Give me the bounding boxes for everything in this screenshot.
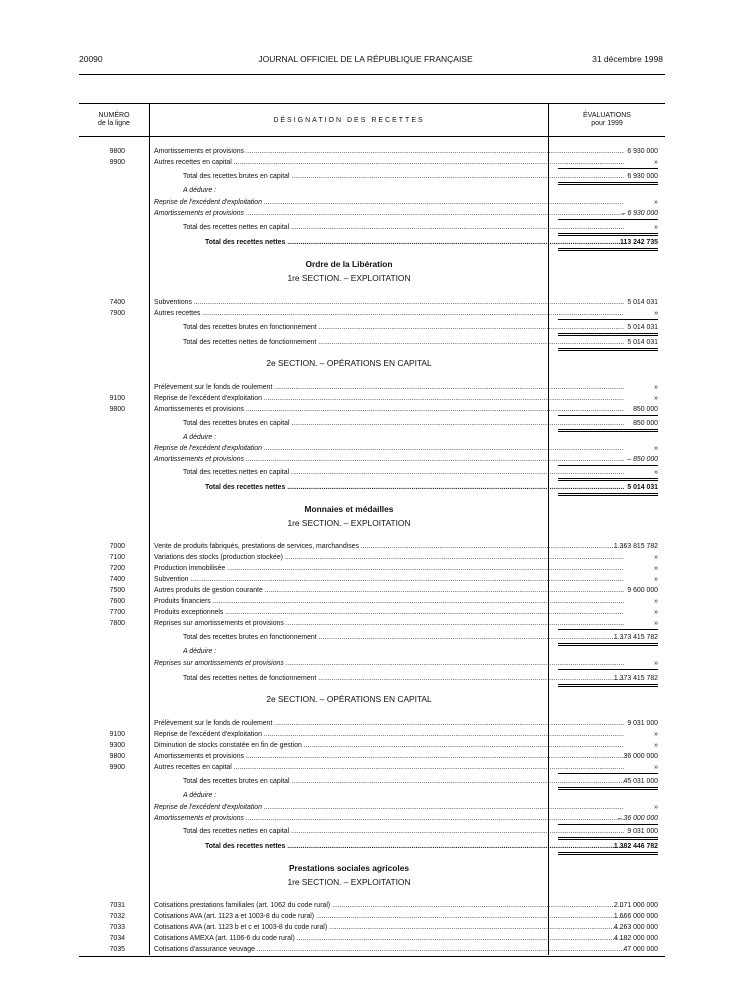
row-label: Total des recettes brutes en fonctionnement ..... — [183, 322, 624, 333]
line-number: 7031 — [109, 902, 125, 909]
row-label: Subvention ..... — [154, 574, 624, 585]
row-label: Amortissements et provisions ..... — [154, 146, 624, 157]
row-value: » — [654, 804, 658, 811]
row-label: Cotisations AMEXA (art. 1106-6 du code rural) ..... — [154, 933, 624, 944]
table-row-grand-total — [79, 237, 665, 249]
line-number: 9100 — [109, 731, 125, 738]
row-value: » — [654, 384, 658, 391]
section-title: Prestations sociales agricoles — [288, 863, 410, 873]
line-number: 9900 — [109, 764, 125, 771]
table-row — [79, 646, 665, 658]
row-label: Reprise de l'excédent d'exploitation ..... — [154, 443, 624, 454]
row-value: 1 363 815 782 — [613, 543, 658, 550]
table-row-total — [79, 632, 665, 644]
line-number: 7034 — [109, 935, 125, 942]
row-label: Diminution de stocks constatée en fin de gestion ..... — [154, 740, 624, 751]
line-number: 7032 — [109, 913, 125, 920]
row-value: » — [558, 618, 658, 630]
row-label: Autres recettes en capital ..... — [154, 157, 624, 168]
row-value: » — [654, 742, 658, 749]
row-label: Total des recettes nettes en capital ..... — [183, 826, 624, 837]
row-value: » — [654, 395, 658, 402]
row-label: A déduire : — [183, 648, 217, 655]
column-header-evaluations-line1: ÉVALUATIONS — [583, 112, 631, 119]
row-value: 850 000 — [558, 418, 658, 432]
row-label: Vente de produits fabriqués, prestations de services, marchandises ..... — [154, 541, 624, 552]
row-value: 45 031 000 — [558, 776, 658, 790]
row-label: A déduire : — [183, 792, 217, 799]
row-value: » — [654, 576, 658, 583]
section-title: Ordre de la Libération — [305, 259, 393, 269]
table-row-total — [79, 776, 665, 788]
table-row — [79, 944, 665, 956]
column-header-evaluations-line2: pour 1999 — [591, 120, 623, 127]
section-title: Monnaies et médailles — [304, 504, 394, 514]
line-number: 9800 — [109, 406, 125, 413]
row-value: » — [654, 731, 658, 738]
page-number: 20090 — [79, 54, 103, 64]
row-label: Total des recettes brutes en capital ..... — [183, 418, 624, 429]
row-value: 5 014 031 — [558, 482, 658, 496]
column-header-number — [79, 112, 149, 128]
row-value: 9 031 000 — [627, 720, 658, 727]
section-subtitle: 1re SECTION. – EXPLOITATION — [287, 877, 411, 887]
row-label: Produits exceptionnels ..... — [154, 607, 624, 618]
row-value: 6 930 000 — [627, 148, 658, 155]
row-value: » — [654, 565, 658, 572]
table-row — [79, 308, 665, 320]
row-label: Autres produits de gestion courante ..... — [154, 585, 624, 596]
row-label: Amortissements et provisions ..... — [154, 751, 624, 762]
row-label: Total des recettes nettes de fonctionnement ..... — [183, 673, 624, 684]
table-row-total — [79, 222, 665, 234]
section-subtitle: 2e SECTION. – OPÉRATIONS EN CAPITAL — [266, 358, 432, 368]
row-value: » — [558, 467, 658, 481]
table-row — [79, 813, 665, 825]
row-value: 5 014 031 — [627, 299, 658, 306]
row-value: 9 600 000 — [627, 587, 658, 594]
table-row — [79, 404, 665, 416]
row-label: Amortissements et provisions ..... — [154, 404, 624, 415]
table-row — [79, 157, 665, 169]
row-label: Cotisations prestations familiales (art. 1062 du code rural) ..... — [154, 900, 624, 911]
row-label: Prélèvement sur le fonds de roulement ..... — [154, 718, 624, 729]
row-value: – 36 000 000 — [558, 813, 658, 825]
table-row — [79, 658, 665, 670]
table-row — [79, 790, 665, 802]
row-label: Total des recettes brutes en capital ..... — [183, 171, 624, 182]
row-value: » — [558, 222, 658, 236]
row-label: Subventions ..... — [154, 297, 624, 308]
row-label: Reprise de l'excédent d'exploitation ..... — [154, 729, 624, 740]
row-value: » — [558, 658, 658, 670]
table-header-rule — [79, 136, 665, 137]
row-label: Reprise de l'excédent d'exploitation ..... — [154, 802, 624, 813]
row-value: » — [558, 157, 658, 169]
table-row-total — [79, 418, 665, 430]
row-value: 5 014 031 — [558, 337, 658, 351]
row-value: 6 930 000 — [558, 171, 658, 185]
line-number: 7700 — [109, 609, 125, 616]
column-header-evaluations — [549, 112, 665, 128]
row-value: » — [654, 598, 658, 605]
header-rule — [79, 74, 665, 75]
row-value: 1 382 446 782 — [558, 841, 658, 855]
row-label: Reprises sur amortissements et provisions ..... — [154, 618, 624, 629]
row-label: Total des recettes nettes de fonctionnement ..... — [183, 337, 624, 348]
row-label: A déduire : — [183, 434, 217, 441]
line-number: 9800 — [109, 753, 125, 760]
row-label: Total des recettes brutes en fonctionnement ..... — [183, 632, 624, 643]
line-number: 7500 — [109, 587, 125, 594]
row-label: Cotisations d'assurance veuvage ..... — [154, 944, 624, 955]
column-header-number-line1: NUMÉRO — [98, 112, 130, 119]
table-row — [79, 454, 665, 466]
row-value: – 6 930 000 — [558, 208, 658, 220]
table-row — [79, 618, 665, 630]
table-row — [79, 185, 665, 197]
row-value: 47 000 000 — [623, 946, 658, 953]
row-value: » — [558, 762, 658, 774]
row-label: Total des recettes nettes ..... — [205, 237, 624, 248]
row-value: 36 000 000 — [623, 753, 658, 760]
publication-date: 31 décembre 1998 — [592, 54, 663, 64]
row-value: » — [654, 609, 658, 616]
row-label: Autres recettes en capital ..... — [154, 762, 624, 773]
section-subtitle: 1re SECTION. – EXPLOITATION — [287, 273, 411, 283]
row-label: Reprises sur amortissements et provisions ..... — [154, 658, 624, 669]
line-number: 7100 — [109, 554, 125, 561]
row-value: » — [558, 308, 658, 320]
line-number: 7035 — [109, 946, 125, 953]
table-row-total — [79, 337, 665, 349]
row-value: 850 000 — [558, 404, 658, 416]
row-value: » — [654, 199, 658, 206]
row-value: 1 373 415 782 — [558, 632, 658, 646]
table-row — [79, 762, 665, 774]
row-label: Autres recettes ..... — [154, 308, 624, 319]
row-label: Total des recettes nettes ..... — [205, 841, 624, 852]
table-row-total — [79, 171, 665, 183]
line-number: 7033 — [109, 924, 125, 931]
row-value: 9 031 000 — [558, 826, 658, 840]
table-row — [79, 208, 665, 220]
journal-title: JOURNAL OFFICIEL DE LA RÉPUBLIQUE FRANÇAISE — [258, 54, 473, 64]
row-label: Amortissements et provisions ..... — [154, 813, 624, 824]
line-number: 9100 — [109, 395, 125, 402]
table-row-total — [79, 826, 665, 838]
line-number: 7600 — [109, 598, 125, 605]
line-number: 7800 — [109, 620, 125, 627]
line-number: 7200 — [109, 565, 125, 572]
row-label: Reprise de l'excédent d'exploitation ..... — [154, 197, 624, 208]
column-header-number-line2: de la ligne — [98, 120, 130, 127]
row-value: 4 182 000 000 — [613, 935, 658, 942]
row-label: Total des recettes nettes en capital ..... — [183, 222, 624, 233]
row-label: Produits financiers ..... — [154, 596, 624, 607]
row-label: Reprise de l'excédent d'exploitation ..... — [154, 393, 624, 404]
line-number: 7400 — [109, 299, 125, 306]
row-value: 4 263 000 000 — [613, 924, 658, 931]
row-value: 1 666 000 000 — [613, 913, 658, 920]
row-value: » — [654, 445, 658, 452]
table-row-grand-total — [79, 482, 665, 494]
row-label: Prélèvement sur le fonds de roulement ..... — [154, 382, 624, 393]
row-label: Amortissements et provisions ..... — [154, 208, 624, 219]
line-number: 7400 — [109, 576, 125, 583]
row-label: Total des recettes nettes ..... — [205, 482, 624, 493]
row-label: Total des recettes nettes en capital ..... — [183, 467, 624, 478]
column-header-designation: DÉSIGNATION DES RECETTES — [273, 117, 425, 124]
row-value: 1 373 415 782 — [558, 673, 658, 687]
row-label: Total des recettes brutes en capital ..... — [183, 776, 624, 787]
row-value: 113 242 735 — [558, 237, 658, 251]
row-label: A déduire : — [183, 187, 217, 194]
section-subtitle: 1re SECTION. – EXPLOITATION — [287, 518, 411, 528]
section-subtitle: 2e SECTION. – OPÉRATIONS EN CAPITAL — [266, 694, 432, 704]
line-number: 7000 — [109, 543, 125, 550]
row-value: – 850 000 — [558, 454, 658, 466]
line-number: 9900 — [109, 159, 125, 166]
table-row-total — [79, 673, 665, 685]
row-label: Variations des stocks (production stockée) ..... — [154, 552, 624, 563]
row-label: Amortissements et provisions ..... — [154, 454, 624, 465]
row-value: 2 071 000 000 — [613, 902, 658, 909]
table-row-grand-total — [79, 841, 665, 853]
row-label: Cotisations AVA (art. 1123 a et 1003-8 du code rural) ..... — [154, 911, 624, 922]
row-value: » — [654, 554, 658, 561]
line-number: 7900 — [109, 310, 125, 317]
table-row-total — [79, 322, 665, 334]
row-label: Production immobilisée ..... — [154, 563, 624, 574]
table-row-total — [79, 467, 665, 479]
row-label: Cotisations AVA (art. 1123 b et c et 1003-8 du code rural) ..... — [154, 922, 624, 933]
row-value: 5 014 031 — [558, 322, 658, 336]
line-number: 9800 — [109, 148, 125, 155]
line-number: 9300 — [109, 742, 125, 749]
